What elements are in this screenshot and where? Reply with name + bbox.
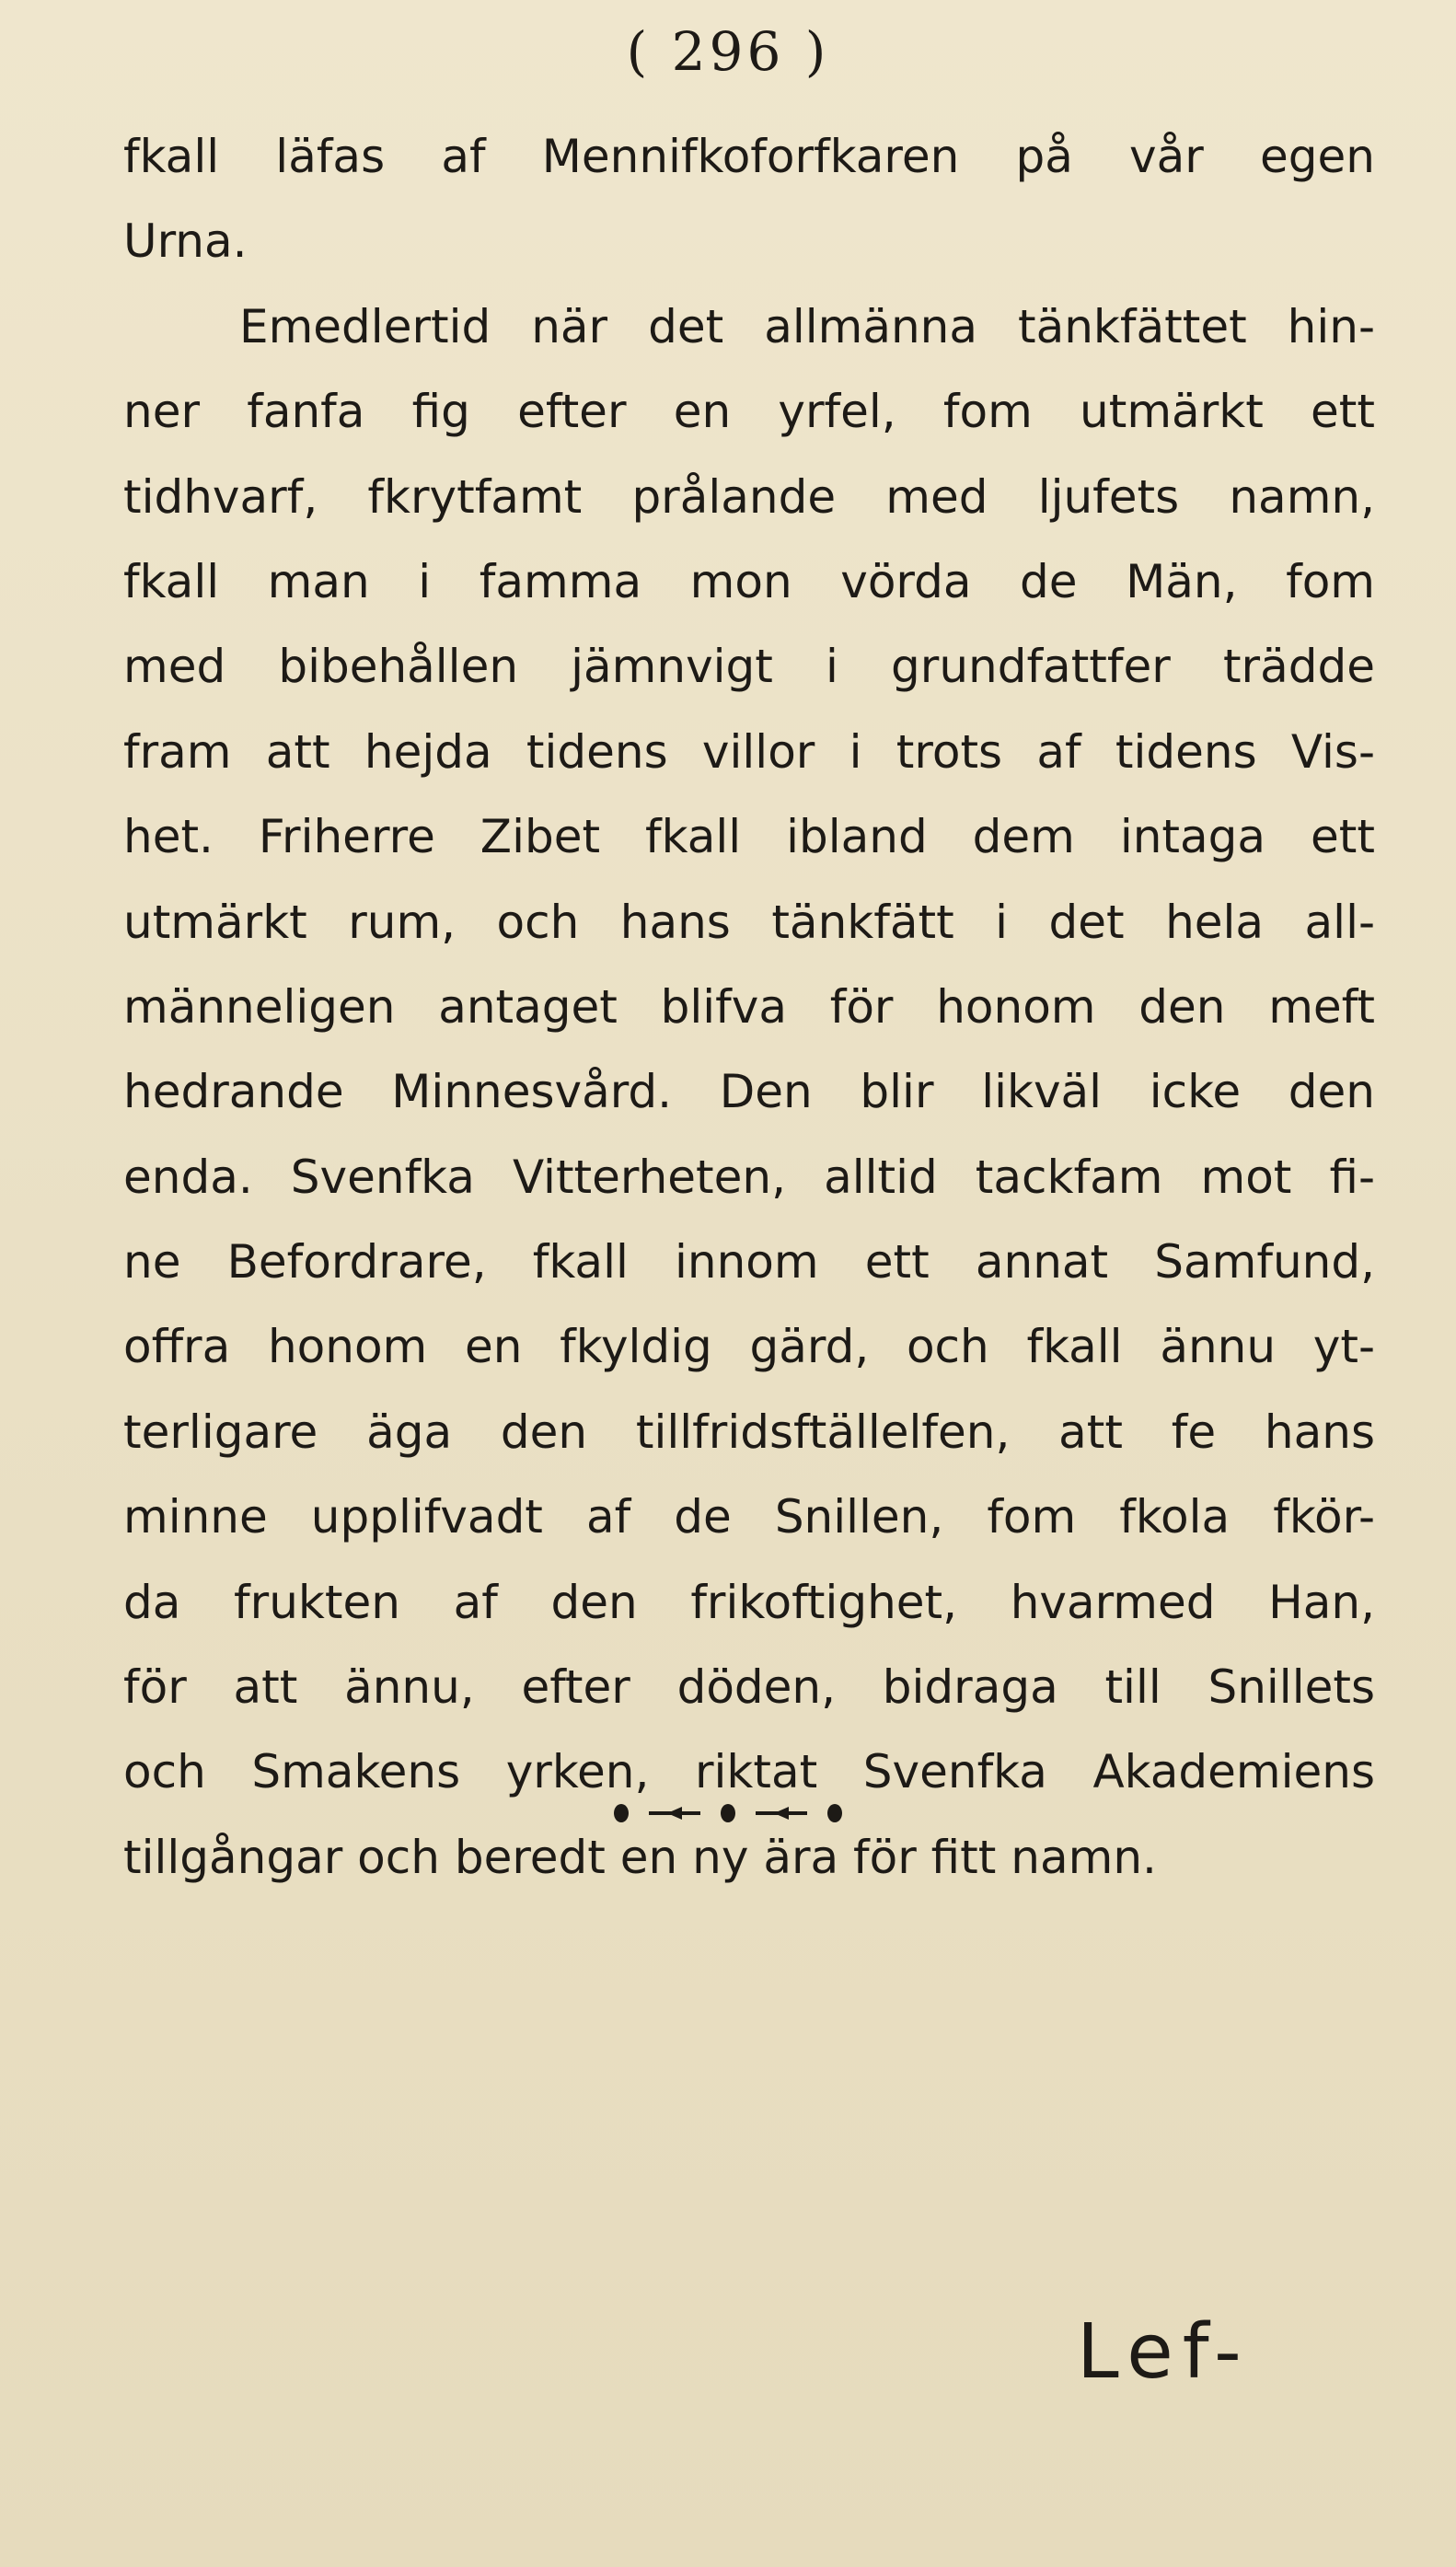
text-line-17: minne upplifvadt af de Snillen, fom fkola fkör- (123, 1490, 1375, 1544)
text-line-21: tillgångar och beredt en ny ära för fitt namn. (123, 1830, 1157, 1884)
text-line-6: fkall man i famma mon vörda de Män, fom (123, 554, 1375, 608)
text-line-10: utmärkt rum, och hans tänkfätt i det hela all- (123, 895, 1375, 949)
text-line-20: och Smakens yrken, riktat Svenfka Akademiens (123, 1745, 1375, 1799)
catchword: Lef- (1077, 2308, 1251, 2396)
text-line-1: fkall läfas af Mennifkoforfkaren på vår egen (123, 130, 1375, 183)
ornament-dot (721, 1804, 735, 1822)
text-line-15: offra honom en fkyldig gärd, och fkall ännu yt- (123, 1320, 1375, 1374)
ornament-dot (614, 1804, 629, 1822)
ornament-divider (0, 1804, 1456, 1822)
text-line-5: tidhvarf, fkrytfamt prålande med ljufets namn, (123, 469, 1375, 524)
body-text (123, 114, 1375, 1900)
text-line-4: ner fanfa fig efter en yrfel, fom utmärkt ett (123, 385, 1375, 439)
text-line-19: för att ännu, efter döden, bidraga till Snillets (123, 1660, 1375, 1715)
text-line-3: Emedlertid när det allmänna tänkfättet hin- (239, 299, 1375, 353)
text-line-14: ne Befordrare, fkall innom ett annat Samfund, (123, 1235, 1375, 1289)
text-line-18: da frukten af den frikoftighet, hvarmed Han, (123, 1575, 1375, 1629)
text-line-12: hedrande Minnesvård. Den blir likväl icke den (123, 1065, 1375, 1119)
text-line-7: med bibehållen jämnvigt i grundfattfer trädde (123, 640, 1375, 694)
text-line-16: terligare äga den tillfridsftällelfen, att fe hans (123, 1405, 1375, 1459)
ornament-arrow (756, 1811, 807, 1815)
page-number: ( 296 ) (626, 20, 830, 83)
ornament-dot (827, 1804, 842, 1822)
text-line-13: enda. Svenfka Vitterheten, alltid tackfam mot fi- (123, 1150, 1375, 1204)
text-line-8: fram att hejda tidens villor i trots af tidens Vis- (123, 724, 1375, 779)
text-line-11: männeligen antaget blifva för honom den meft (123, 979, 1375, 1034)
text-line-9: het. Friherre Zibet fkall ibland dem intaga ett (123, 810, 1375, 864)
text-line-2: Urna. (123, 214, 248, 269)
ornament-arrow (649, 1811, 700, 1815)
